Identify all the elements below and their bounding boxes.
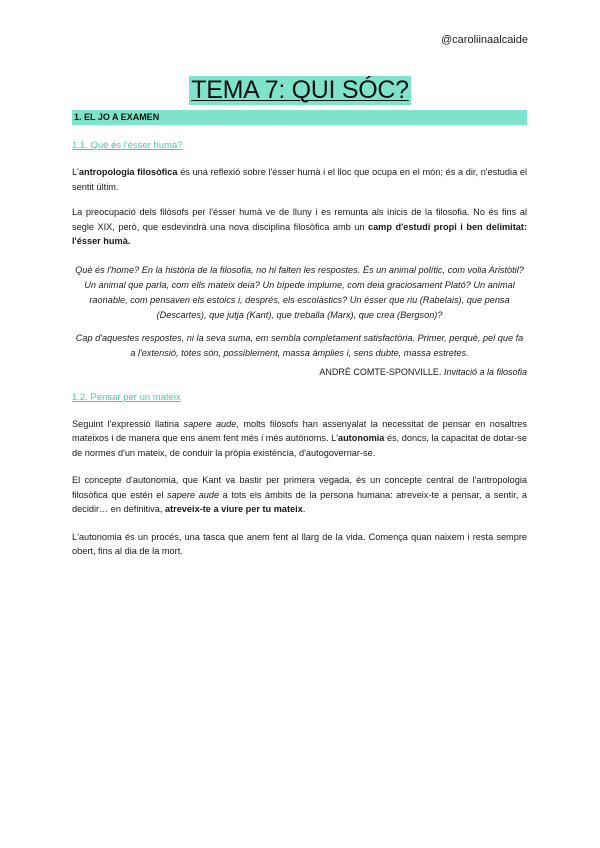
paragraph-antropologia: [72, 165, 527, 194]
bold-term: antropologia filosòfica: [78, 167, 178, 177]
section-heading: 1. EL JO A EXAMEN: [72, 110, 527, 125]
subsection-heading-1-1: 1.1. Què és l'ésser humà?: [72, 140, 183, 151]
text-run: L': [72, 167, 79, 177]
bold-term: atreveix-te a viure per tu mateix: [164, 504, 303, 514]
quote-attribution: [72, 367, 527, 377]
attribution-book: Invitació a la filosofia: [443, 366, 527, 377]
text-run: , molts filòsofs han assenyalat la necessitat de pensar en nosaltres mateixos i de manera que ens anem fent més i més autònoms. L': [72, 418, 528, 443]
paragraph-kant: [72, 473, 527, 517]
italic-term: sapere aude: [183, 418, 237, 429]
text-run: .: [302, 504, 306, 514]
paragraph-preocupacio: [72, 205, 527, 249]
text-run: a tots els àmbits de la persona humana: atreveix-te a pensar, a sentir, a decidir… en definitiva,: [72, 489, 527, 514]
attribution-author: ANDRÉ COMTE-SPONVILLE.: [319, 366, 442, 377]
text-run: és, doncs, la capacitat de dotar-se de normes d'un mateix, de conduir la pròpia existència, d'autogovernar-se.: [72, 433, 527, 458]
paragraph-sapere-aude: [72, 417, 527, 461]
author-handle: @caroliinaalcaide: [441, 34, 528, 46]
document-body: [72, 110, 527, 559]
italic-term: sapere aude: [166, 489, 220, 500]
page-title: TEMA 7: QUI SÓC?: [191, 76, 409, 104]
quote-paragraph-1: Què és l'home? En la història de la filosofia, no hi falten les respostes. És un animal polític, com volia Aristòtil? Un animal que parla, com ells mateix deia? Un bípede implume, com deia graciosament Plató? Un animal raonable, com pensaven els estoics i, després, els escolàstics? Un ésser que riu (Rabelais), que pensa (Descartes), que jutja (Kant), que treballa (Marx), que crea (Bergson)?: [75, 264, 524, 320]
text-run: és una reflexió sobre l'ésser humà i el lloc que ocupa en el món; és a dir, n'estudia el sentit últim.: [72, 167, 528, 192]
paragraph-proces: L'autonomia és un procés, una tasca que anem fent al llarg de la vida. Comença quan naixem i resta sempre obert, fins al dia de la mort.: [72, 531, 527, 556]
bold-term: camp d'estudi propi i ben delimitat: l'ésser humà.: [72, 221, 528, 246]
subsection-heading-1-2: 1.2. Pensar per un mateix: [72, 391, 181, 403]
quote-paragraph-2: Cap d'aquestes respostes, ni la seva suma, em sembla completament satisfactòria. Primer, perquè, pel que fa a l'extensió, totes són, possiblement, massa àmplies i, sens dubte, massa estretes.: [75, 332, 524, 358]
text-run: El concepte d'autonomia, que Kant va bastir per primera vegada, és un concepte central de l'antropologia filosòfica que estén el: [72, 475, 527, 500]
text-run: Seguint l'expressió llatina: [72, 418, 184, 429]
text-run: La preocupació dels filòsofs per l'ésser humà ve de lluny i es remunta als inicis de la filosofia. No és fins al segle XIX, però, que esdevindrà una nova disciplina filosòfica amb un: [72, 207, 527, 232]
bold-term: autonomia: [337, 433, 385, 443]
title-wrap: [0, 76, 600, 105]
